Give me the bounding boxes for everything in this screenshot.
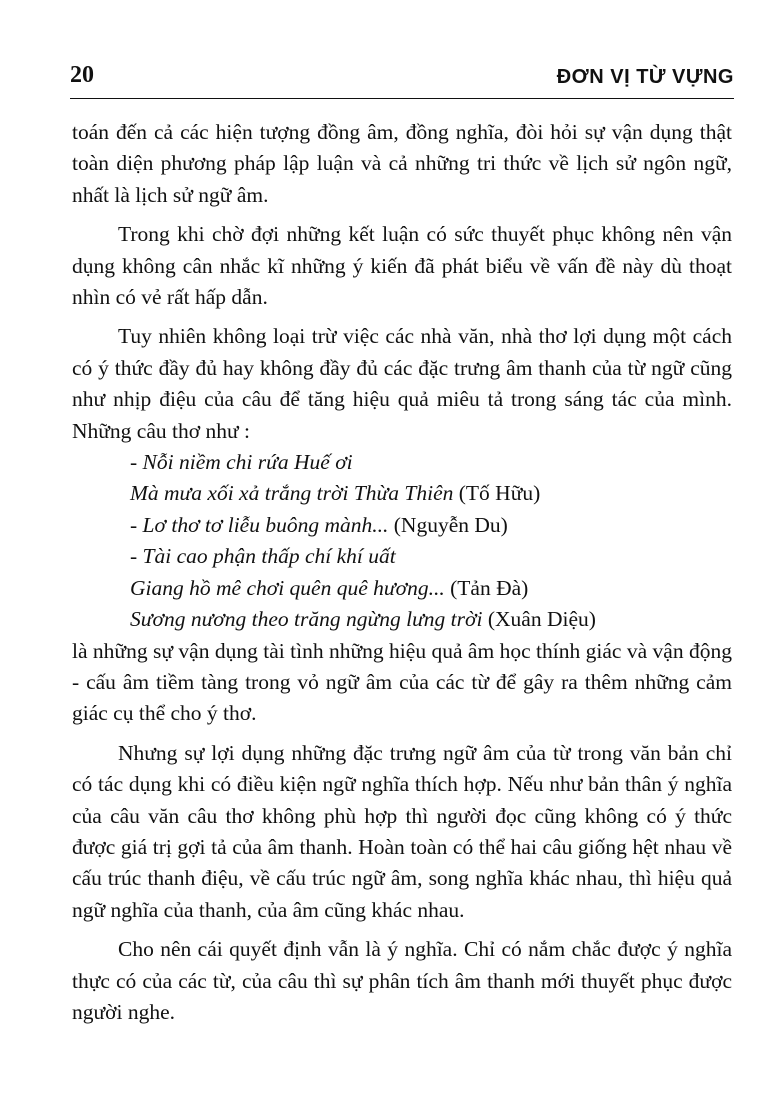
paragraph-1: toán đến cả các hiện tượng đồng âm, đồng nghĩa, đòi hỏi sự vận dụng thật toàn diện phương pháp lập luận và cả những tri thức về lịch sử ngôn ngữ, nhất là lịch sử ngữ âm. — [72, 120, 732, 207]
poem-verse: Mà mưa xối xả trắng trời Thừa Thiên — [130, 481, 454, 506]
poem-verse: - Nỗi niềm chi rứa Huế ơi — [130, 450, 353, 475]
poem-verse: - Lơ thơ tơ liễu buông mành... — [130, 512, 389, 537]
poem-verse: - Tài cao phận thấp chí khí uất — [130, 544, 396, 569]
paragraph-4: là những sự vận dụng tài tình những hiệu quả âm học thính giác và vận động - cấu âm tiềm tàng trong vỏ ngữ âm của các từ để gây ra thêm những cảm giác cụ thể cho ý thơ. — [72, 638, 732, 726]
poem-attribution: (Xuân Diệu) — [482, 607, 596, 632]
poem-line — [130, 478, 732, 509]
poem-attribution: (Nguyễn Du) — [388, 512, 508, 537]
poem-attribution: (Tố Hữu) — [453, 481, 541, 506]
poem-attribution: (Tản Đà) — [444, 575, 529, 600]
body-text — [72, 117, 732, 1028]
paragraph-3: Tuy nhiên không loại trừ việc các nhà văn, nhà thơ lợi dụng một cách có ý thức đầy đủ hay không đầy đủ các đặc trưng âm thanh của từ ngữ cũng như nhịp điệu của câu để tăng hiệu quả miêu tả trong sáng tác của mình. Những câu thơ như : — [72, 324, 732, 443]
page-header — [70, 62, 734, 94]
poem-line — [130, 510, 732, 541]
page-number: 20 — [70, 62, 94, 88]
running-title: ĐƠN VỊ TỪ VỰNG — [556, 66, 734, 88]
poem-line — [130, 541, 732, 572]
paragraph-6: Cho nên cái quyết định vẫn là ý nghĩa. Chỉ có nắm chắc được ý nghĩa thực có của các từ, của câu thì sự phân tích âm thanh mới thuyết phục được người nghe. — [72, 937, 732, 1024]
poem-verse: Giang hồ mê chơi quên quê hương... — [130, 575, 445, 600]
poem-line — [130, 573, 732, 604]
poem-line — [130, 604, 732, 635]
header-rule — [70, 98, 734, 99]
poem-quotation — [72, 447, 732, 635]
paragraph-2: Trong khi chờ đợi những kết luận có sức thuyết phục không nên vận dụng không cân nhắc kĩ những ý kiến đã phát biểu về vấn đề này dù thoạt nhìn có vẻ rất hấp dẫn. — [72, 222, 732, 310]
paragraph-5: Nhưng sự lợi dụng những đặc trưng ngữ âm của từ trong văn bản chỉ có tác dụng khi có điều kiện ngữ nghĩa thích hợp. Nếu như bản thân ý nghĩa của câu văn câu thơ không phù hợp thì người đọc cũng không có ý thức được giá trị gợi tả của âm thanh. Hoàn toàn có thể hai câu giống hệt nhau về cấu trúc thanh điệu, về cấu trúc ngữ âm, song nghĩa khác nhau, thì hiệu quả ngữ nghĩa của thanh, của âm cũng khác nhau. — [72, 740, 732, 922]
poem-verse: Sương nương theo trăng ngừng lưng trời — [130, 607, 483, 632]
poem-line — [130, 447, 732, 478]
